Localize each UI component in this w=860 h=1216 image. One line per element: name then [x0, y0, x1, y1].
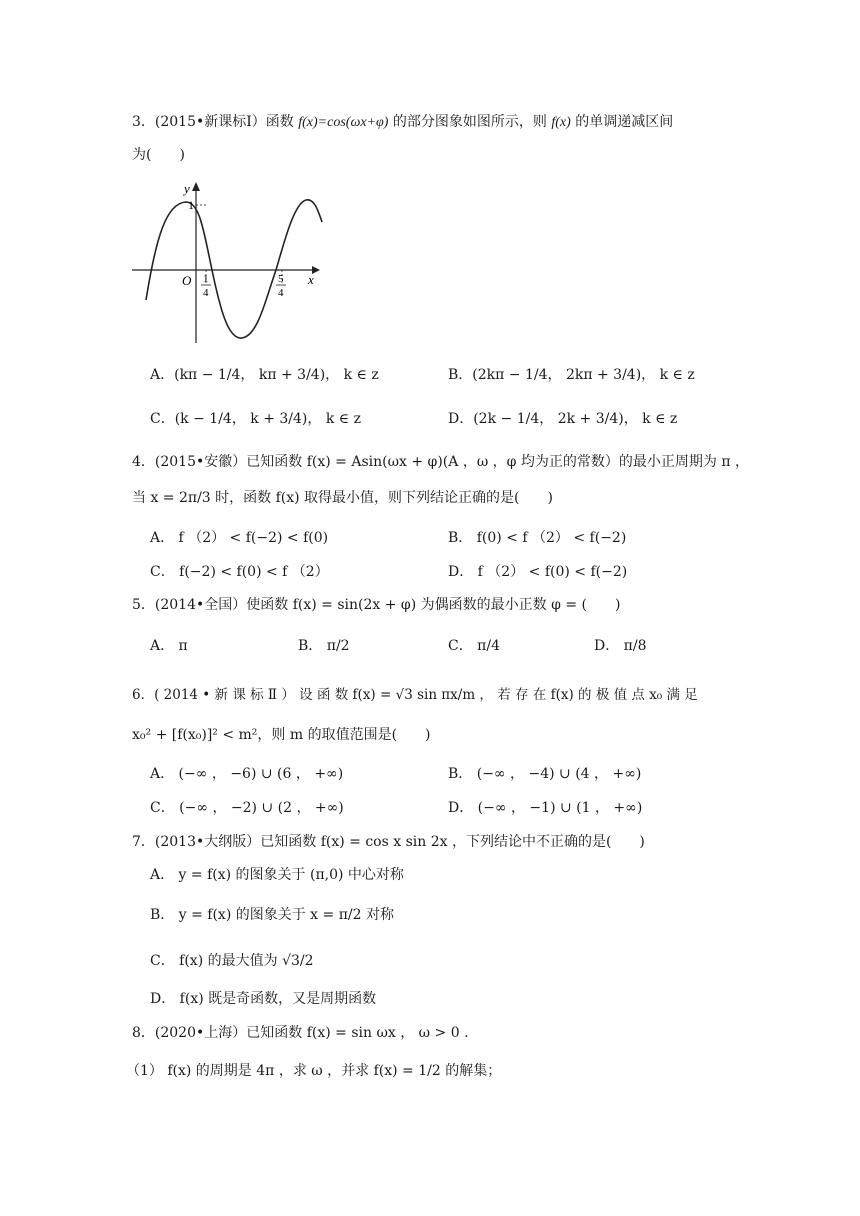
graph-tick1-den: 4 — [203, 287, 209, 299]
q4-stem-line2: 当 x = 2π/3 时，函数 f(x) 取得最小值，则下列结论正确的是( ) — [132, 490, 553, 506]
q3-stem-line2 — [132, 146, 185, 164]
q4-option-a[interactable]: A． f （2） < f(−2) < f(0) — [150, 530, 329, 546]
q8-stem-line1: 8．(2020•上海）已知函数 f(x) = sin ωx ， ω > 0 . — [132, 1025, 469, 1041]
graph-y-label: y — [184, 181, 190, 196]
q7-option-c[interactable]: C． f(x) 的最大值为 √3/2 — [150, 953, 314, 969]
q3-option-d[interactable]: D．(2k − 1/4， 2k + 3/4)， k ∈ z — [448, 411, 678, 427]
q8-part1: （1） f(x) 的周期是 4π ，求 ω ，并求 f(x) = 1/2 的解集； — [126, 1063, 502, 1079]
q6-stem-line2: x₀² + [f(x₀)]² < m²，则 m 的取值范围是( ) — [132, 727, 431, 743]
graph-x-label: x — [308, 272, 314, 287]
graph-origin-label: O — [182, 273, 192, 288]
q3-stem-d: 为( ) — [132, 147, 185, 163]
q5-option-b[interactable]: B． π/2 — [298, 638, 350, 654]
q7-option-b[interactable]: B． y = f(x) 的图象关于 x = π/2 对称 — [150, 907, 394, 923]
q3-option-a[interactable]: A．(kπ − 1/4， kπ + 3/4)， k ∈ z — [150, 367, 379, 383]
q4-option-b[interactable]: B． f(0) < f （2） < f(−2) — [448, 530, 627, 546]
q6-stem-line1: 6．( 2014 • 新 课 标 Ⅱ ） 设 函 数 f(x) = √3 sin πx/m ， 若 存 在 f(x) 的 极 值 点 x₀ 满 足 — [132, 687, 698, 703]
q3-option-c[interactable]: C．(k − 1/4， k + 3/4)， k ∈ z — [150, 411, 361, 427]
q7-option-a[interactable]: A． y = f(x) 的图象关于 (π,0) 中心对称 — [150, 867, 404, 883]
q4-option-d[interactable]: D． f （2） < f(0) < f(−2) — [448, 564, 628, 580]
q3-option-b[interactable]: B．(2kπ − 1/4， 2kπ + 3/4)， k ∈ z — [448, 367, 695, 383]
q4-stem-line1: 4．(2015•安徽）已知函数 f(x) = Asin(ωx + φ)(A ，ω ，φ 均为正的常数）的最小正周期为 π ， — [132, 454, 750, 470]
q5-stem-line1: 5．(2014•全国）使函数 f(x) = sin(2x + φ) 为偶函数的最小正数 φ = ( ) — [132, 597, 621, 613]
q6-option-d[interactable]: D． (−∞ ， −1) ∪ (1 ， +∞) — [448, 800, 643, 816]
q6-option-c[interactable]: C． (−∞ ， −2) ∪ (2 ， +∞) — [150, 800, 344, 816]
graph-tick1-num: 1 — [203, 273, 209, 285]
q5-option-a[interactable]: A． π — [150, 638, 188, 654]
q6-option-a[interactable]: A． (−∞ ， −6) ∪ (6 ， +∞) — [150, 766, 344, 782]
q5-option-d[interactable]: D． π/8 — [594, 638, 647, 654]
graph-one-label: 1 — [188, 198, 194, 212]
q3-cosine-graph — [128, 178, 328, 348]
y-axis-arrow-icon — [192, 182, 200, 191]
q3-stem-line1 — [132, 113, 673, 132]
q3-func: f(x)=cos(ωx+φ) — [298, 115, 389, 130]
q5-option-c[interactable]: C． π/4 — [448, 638, 500, 654]
graph-tick2-num: 5 — [278, 273, 284, 285]
q4-option-c[interactable]: C． f(−2) < f(0) < f （2） — [150, 564, 329, 580]
cosine-curve — [146, 200, 322, 338]
q3-stem-a: 3．(2015•新课标Ⅰ）函数 — [132, 114, 294, 130]
graph-tick2-den: 4 — [278, 287, 284, 299]
q3-stem-b: 的部分图象如图所示，则 — [392, 114, 547, 130]
q7-stem-line1: 7．(2013•大纲版）已知函数 f(x) = cos x sin 2x ，下列结论中不正确的是( ) — [132, 834, 645, 850]
q3-stem-c: 的单调递减区间 — [575, 114, 674, 130]
q7-option-d[interactable]: D． f(x) 既是奇函数，又是周期函数 — [150, 991, 377, 1007]
q3-fx: f(x) — [551, 115, 571, 130]
q6-option-b[interactable]: B． (−∞ ， −4) ∪ (4 ， +∞) — [448, 766, 642, 782]
